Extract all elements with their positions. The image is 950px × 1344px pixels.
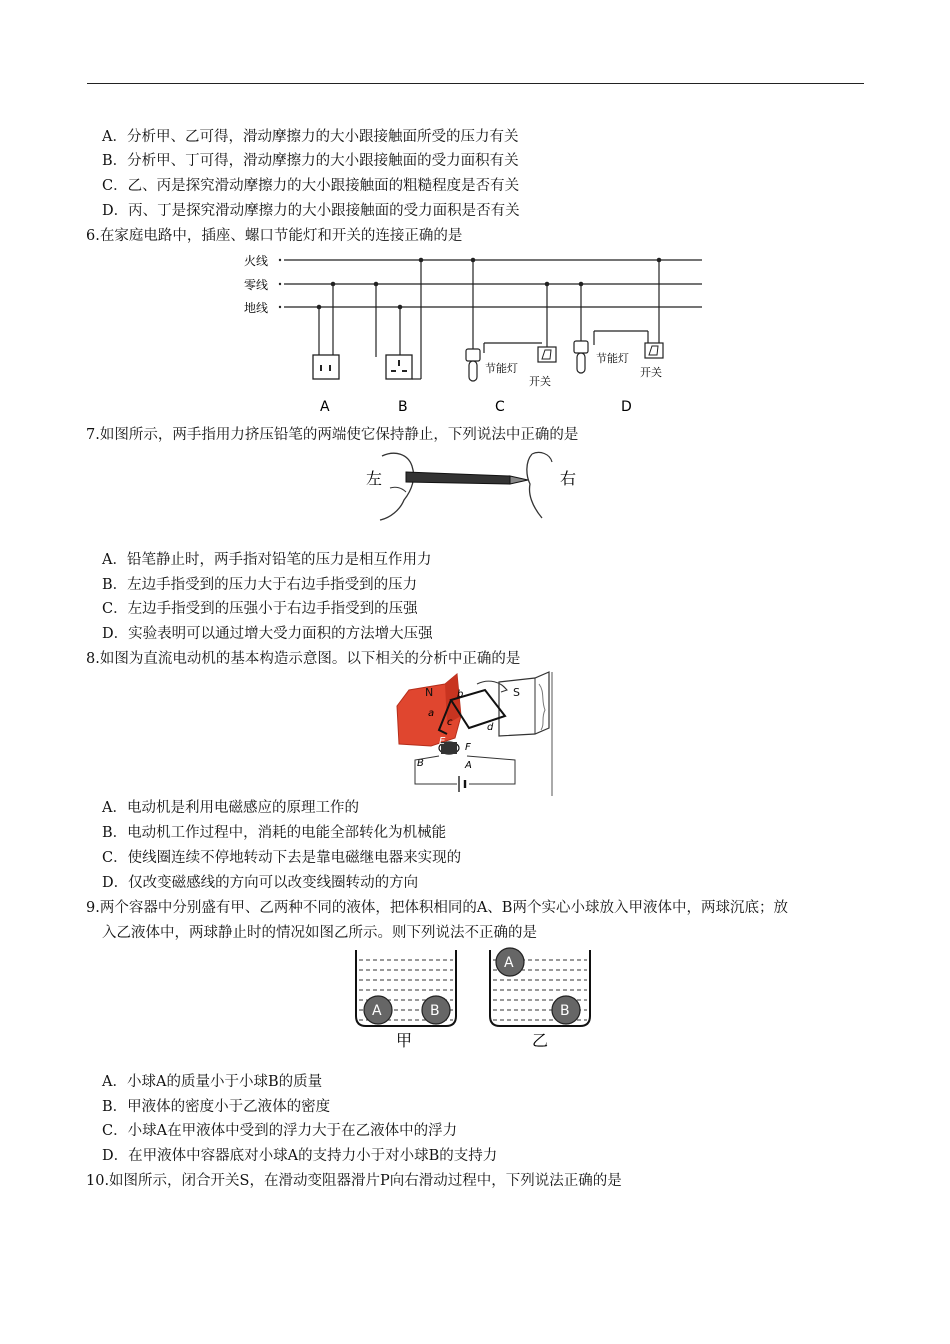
choice-label-a: A	[320, 399, 330, 415]
q5-option-b: B．分析甲、丁可得，滑动摩擦力的大小跟接触面的受力面积有关	[102, 153, 519, 169]
q9-containers-figure	[350, 946, 598, 1050]
label-n: N	[425, 686, 434, 699]
label-a-coil: a	[428, 708, 435, 719]
label-right: 右	[560, 469, 577, 488]
q7-option-c: C．左边手指受到的压强小于右边手指受到的压强	[102, 601, 418, 617]
label-b-coil: b	[457, 689, 464, 700]
q7-option-d: D．实验表明可以通过增大受力面积的方法增大压强	[102, 626, 433, 642]
label-left: 左	[366, 469, 383, 488]
ball-a-jia: A	[372, 1003, 382, 1019]
q5-option-c: C．乙、丙是探究滑动摩擦力的大小跟接触面的粗糙程度是否有关	[102, 178, 520, 194]
label-e: E	[439, 736, 446, 747]
q8-motor-figure	[395, 670, 555, 798]
q9-option-b: B．甲液体的密度小于乙液体的密度	[102, 1099, 331, 1115]
q9-stem-line2: 入乙液体中，两球静止时的情况如图乙所示。则下列说法不正确的是	[102, 925, 537, 941]
q5-option-a: A．分析甲、乙可得，滑动摩擦力的大小跟接触面所受的压力有关	[102, 129, 519, 145]
label-s: S	[513, 686, 520, 699]
label-brush-b: B	[417, 758, 424, 769]
label-f: F	[465, 742, 471, 753]
switch-label-c: 开关	[529, 375, 551, 388]
ball-a-yi: A	[504, 955, 514, 971]
q9-stem-line1: 9.两个容器中分别盛有甲、乙两种不同的液体，把体积相同的A、B两个实心小球放入甲液体中，两球沉底；放	[86, 900, 788, 916]
q9-option-a: A．小球A的质量小于小球B的质量	[102, 1074, 323, 1090]
wire-label-ground: 地线	[244, 301, 269, 315]
q8-option-c: C．使线圈连续不停地转动下去是靠电磁继电器来实现的	[102, 850, 462, 866]
q8-option-b: B．电动机工作过程中，消耗的电能全部转化为机械能	[102, 825, 447, 841]
lamp-label-d: 节能灯	[596, 352, 629, 365]
q10-stem: 10.如图所示，闭合开关S，在滑动变阻器滑片P向右滑动过程中，下列说法正确的是	[86, 1173, 622, 1189]
label-d: d	[487, 722, 494, 733]
ball-b-jia: B	[430, 1003, 440, 1019]
q5-option-d: D．丙、丁是探究滑动摩擦力的大小跟接触面的受力面积是否有关	[102, 203, 520, 219]
q8-option-d: D．仅改变磁感线的方向可以改变线圈转动的方向	[102, 875, 419, 891]
q7-stem: 7.如图所示，两手指用力挤压铅笔的两端使它保持静止，下列说法中正确的是	[86, 427, 579, 443]
label-brush-a: A	[465, 760, 472, 771]
q6-circuit-figure	[240, 249, 710, 419]
header-rule	[87, 83, 864, 84]
q9-option-d: D．在甲液体中容器底对小球A的支持力小于对小球B的支持力	[102, 1148, 498, 1164]
q7-option-b: B．左边手指受到的压力大于右边手指受到的压力	[102, 577, 418, 593]
choice-label-c: C	[495, 399, 505, 415]
q8-option-a: A．电动机是利用电磁感应的原理工作的	[102, 800, 359, 816]
choice-label-b: B	[398, 399, 408, 415]
choice-label-d: D	[621, 399, 632, 415]
q8-stem: 8.如图为直流电动机的基本构造示意图。以下相关的分析中正确的是	[86, 651, 521, 667]
q9-option-c: C．小球A在甲液体中受到的浮力大于在乙液体中的浮力	[102, 1123, 458, 1139]
switch-label-d: 开关	[640, 366, 662, 379]
q7-pencil-figure	[360, 448, 590, 526]
ball-b-yi: B	[560, 1003, 570, 1019]
q6-stem: 6.在家庭电路中，插座、螺口节能灯和开关的连接正确的是	[86, 228, 463, 244]
lamp-label-c: 节能灯	[485, 362, 518, 375]
q7-option-a: A．铅笔静止时，两手指对铅笔的压力是相互作用力	[102, 552, 432, 568]
label-jia: 甲	[396, 1031, 413, 1050]
wire-label-live: 火线	[244, 254, 269, 268]
label-c: c	[447, 717, 453, 728]
wire-label-neutral: 零线	[244, 278, 269, 292]
label-yi: 乙	[532, 1031, 549, 1050]
